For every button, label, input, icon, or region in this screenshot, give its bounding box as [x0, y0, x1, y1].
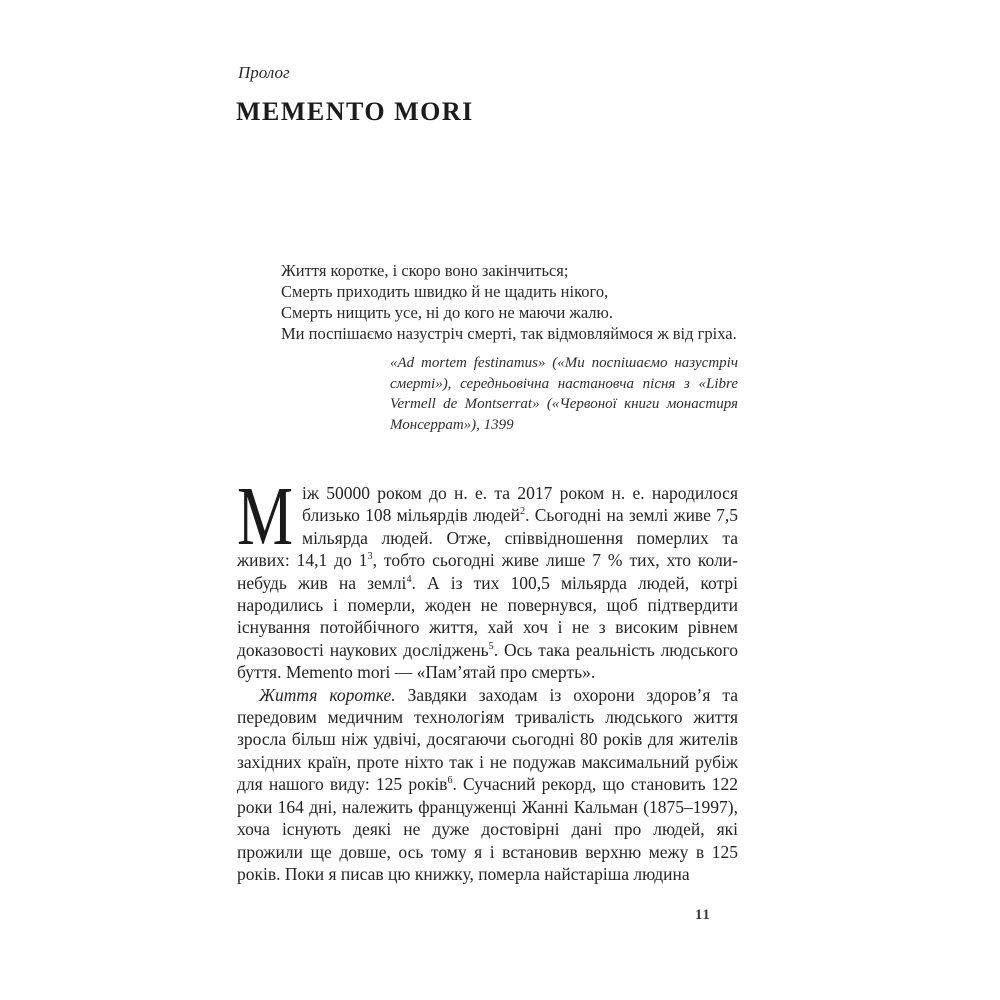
body-text: [237, 470, 739, 885]
drop-cap: М: [237, 470, 294, 563]
footnote-ref: 6: [447, 775, 453, 787]
body-paragraph: [237, 684, 738, 886]
text-segment: Життя коротке.: [259, 684, 396, 705]
text-segment: Завдяки заходам із охорони здоров’я та передовим медичним технологіям тривалість людського життя зросла більш ніж удвічі, досягаючи сьогодні 80 років для жителів західних країн, проте ніхто так і не подужав максимальний рубіж для нашого виду: 125 років: [237, 684, 738, 795]
poem-line: Смерть нищить усе, ні до кого не маючи жалю.: [281, 303, 613, 322]
text-segment: . Сьогодні на землі живе 7,5 мільярда людей. Отже, співвідношення померлих та живих: 14,1 до 1: [237, 505, 738, 571]
body-paragraph: [237, 470, 739, 684]
poem-line: Життя коротке, і скоро воно закінчиться;: [281, 261, 569, 280]
poem-line: Ми поспішаємо назустріч смерті, так відмовляймося ж від гріха.: [281, 324, 737, 343]
epigraph-attribution: «Ad mortem festinamus» («Ми поспішаємо назустріч смерті»), середньовічна настановча пісня з «Libre Vermell de Montserrat» («Червоної книги монастиря Монсеррат»), 1399: [390, 355, 738, 433]
chapter-title: MEMENTO MORI: [236, 97, 474, 126]
page-number: 11: [695, 907, 711, 923]
footnote-ref: 3: [367, 551, 373, 563]
chapter-kicker: Пролог: [238, 63, 290, 82]
poem-line: Смерть приходить швидко й не щадить нікого,: [281, 282, 609, 301]
footnote-ref: 5: [488, 641, 494, 653]
footnote-ref: 4: [406, 573, 412, 585]
text-segment: , тобто сьогодні живе лише 7 % тих, хто коли-небудь жив на землі: [237, 550, 738, 593]
text-segment: . А із тих 100,5 мільярда людей, котрі народились і померли, жоден не повернувся, щоб підтвердити існування потойбічного життя, хай хоч і не з високим рівнем доказовості наукових досліджень: [237, 572, 738, 660]
text-segment: іж 50000 роком до н. е. та 2017 роком н. е. народилося близько 108 мільярдів людей: [302, 483, 738, 526]
text-segment: . Ось така реальність людського буття. Memento mori — «Пам’ятай про смерть».: [237, 639, 739, 683]
footnote-ref: 2: [520, 506, 526, 518]
text-segment: . Сучасний рекорд, що становить 122 роки 164 дні, належить француженці Жанні Кальман (1875–1997), хоча існують деякі не дуже достовірні дані про людей, які прожили ще довше, ось тому я і встановив верхню межу в 125 років. Поки я писав цю книжку, померла найстаріша людина: [237, 774, 739, 884]
epigraph-poem: [281, 260, 737, 344]
